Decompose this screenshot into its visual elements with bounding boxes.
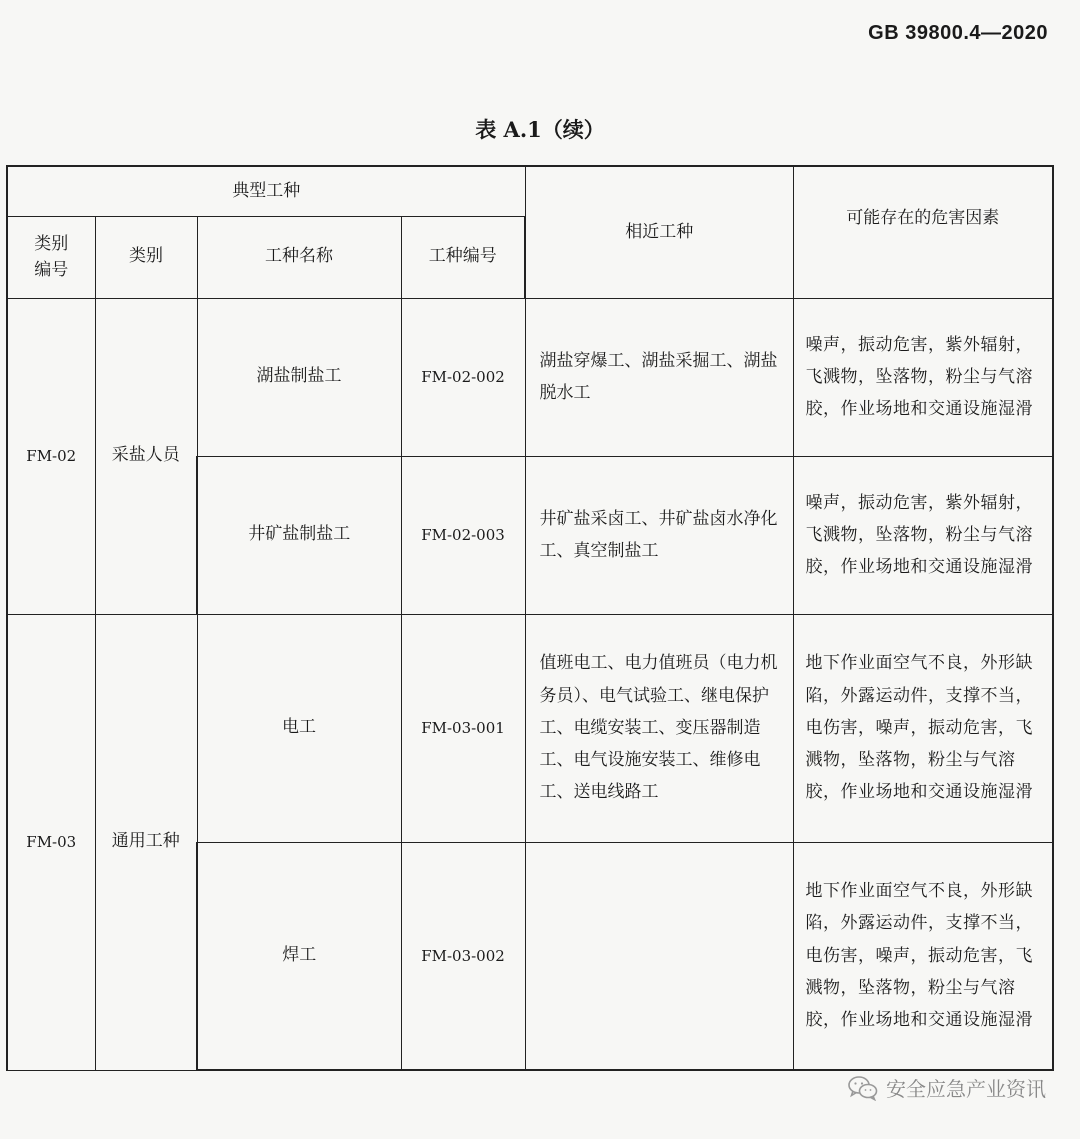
similar-work-cell: [525, 842, 793, 1070]
category-no-cell: FM-02: [7, 298, 95, 614]
work-name-cell: 电工: [197, 614, 401, 842]
watermark: [848, 1073, 1046, 1102]
hazards-cell: 地下作业面空气不良，外形缺陷，外露运动件，支撑不当，电伤害，噪声，振动危害，飞溅物，坠落物，粉尘与气溶胶，作业场地和交通设施湿滑: [793, 614, 1053, 842]
hazard-table: [6, 165, 1054, 1071]
work-code-cell: FM-03-001: [401, 614, 525, 842]
category-no-cell: FM-03: [7, 614, 95, 1070]
header-category-no: 类别 编号: [7, 216, 95, 298]
similar-work-cell: 值班电工、电力值班员（电力机务员）、电气试验工、继电保护工、电缆安装工、变压器制造工、电气设施安装工、维修电工、送电线路工: [525, 614, 793, 842]
work-name-cell: 焊工: [197, 842, 401, 1070]
watermark-text: 安全应急产业资讯: [886, 1077, 1046, 1101]
header-typical-work: 典型工种: [7, 166, 525, 216]
header-work-code: 工种编号: [401, 216, 525, 298]
work-code-cell: FM-02-003: [401, 456, 525, 614]
hazards-cell: 噪声，振动危害，紫外辐射，飞溅物，坠落物，粉尘与气溶胶，作业场地和交通设施湿滑: [793, 456, 1053, 614]
category-cell: 通用工种: [95, 614, 197, 1070]
header-similar-work: 相近工种: [525, 166, 793, 298]
work-name-cell: 湖盐制盐工: [197, 298, 401, 456]
hazards-cell: 噪声，振动危害，紫外辐射，飞溅物，坠落物，粉尘与气溶胶，作业场地和交通设施湿滑: [793, 298, 1053, 456]
header-work-name: 工种名称: [197, 216, 401, 298]
category-cell: 采盐人员: [95, 298, 197, 614]
work-name-cell: 井矿盐制盐工: [197, 456, 401, 614]
header-category: 类别: [95, 216, 197, 298]
wechat-icon: [848, 1075, 878, 1101]
standard-code: GB 39800.4—2020: [868, 22, 1048, 44]
header-hazards: 可能存在的危害因素: [793, 166, 1053, 298]
similar-work-cell: 湖盐穿爆工、湖盐采掘工、湖盐脱水工: [525, 298, 793, 456]
work-code-cell: FM-03-002: [401, 842, 525, 1070]
table-row: [7, 614, 1053, 842]
table-title: 表 A.1（续）: [475, 117, 605, 142]
table-row: [7, 298, 1053, 456]
similar-work-cell: 井矿盐采卤工、井矿盐卤水净化工、真空制盐工: [525, 456, 793, 614]
hazards-cell: 地下作业面空气不良，外形缺陷，外露运动件，支撑不当，电伤害，噪声，振动危害，飞溅物，坠落物，粉尘与气溶胶，作业场地和交通设施湿滑: [793, 842, 1053, 1070]
work-code-cell: FM-02-002: [401, 298, 525, 456]
